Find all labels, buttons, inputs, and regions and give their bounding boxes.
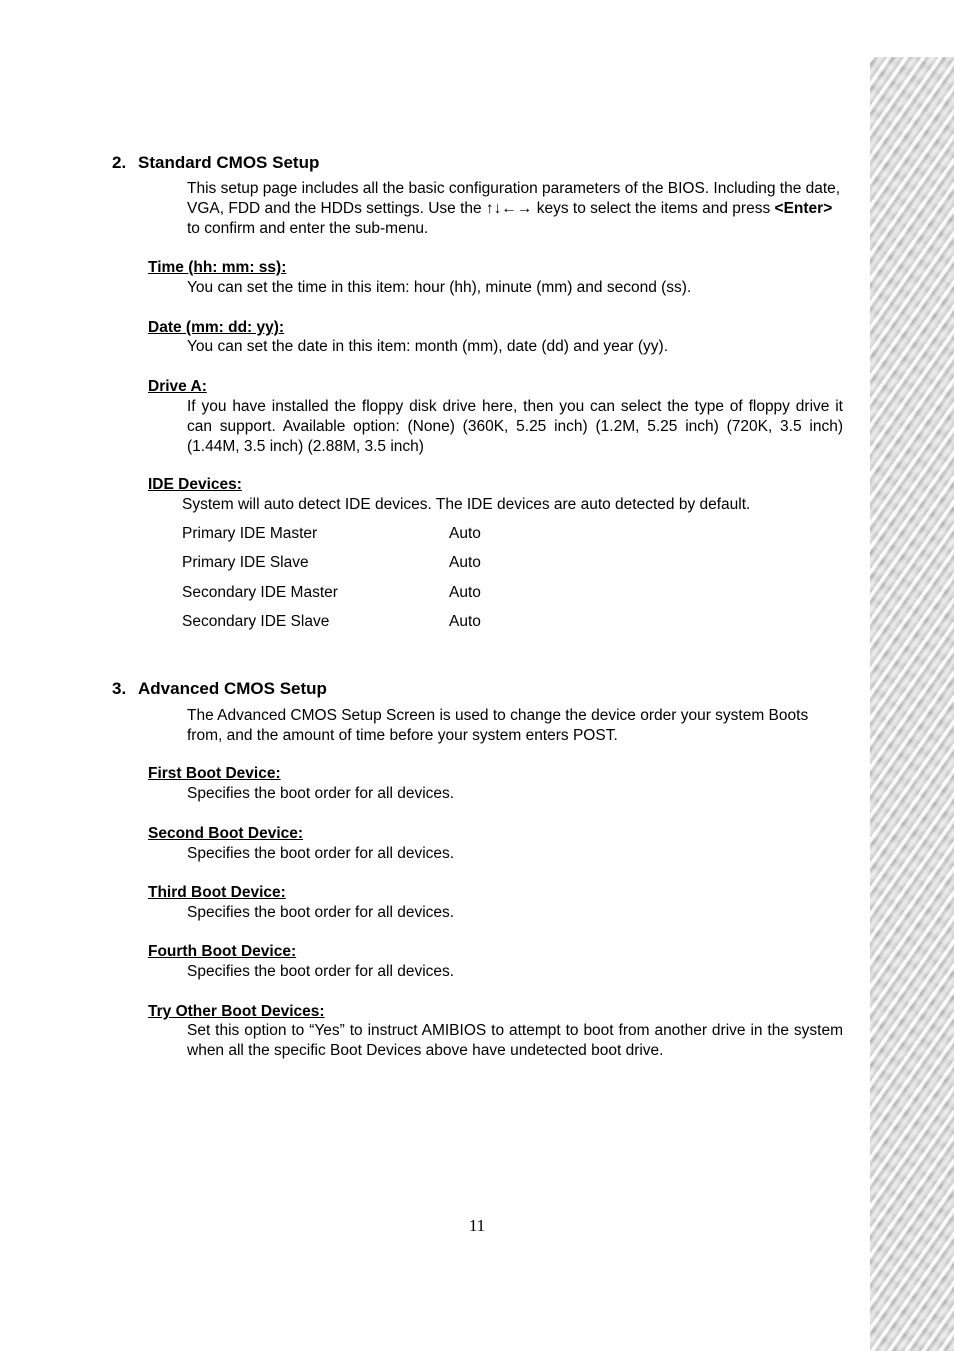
desc-third-boot: Specifies the boot order for all devices. bbox=[187, 904, 455, 921]
subhead-date: Date (mm: dd: yy): bbox=[148, 319, 285, 336]
standard-cmos-intro bbox=[187, 179, 843, 239]
desc-date: You can set the date in this item: month (mm), date (dd) and year (yy). bbox=[187, 338, 669, 355]
ide-device-value: Auto bbox=[449, 525, 481, 542]
subhead-try-other-boot: Try Other Boot Devices: bbox=[148, 1003, 325, 1020]
section-number: 2. bbox=[112, 153, 127, 172]
intro-text-1: This setup page includes all the basic configuration parameters of the BIOS. Including the date, VGA, FDD and the HDDs settings. Use the bbox=[187, 180, 841, 217]
section-title-advanced-cmos bbox=[112, 679, 327, 699]
marble-side-border bbox=[870, 57, 954, 1351]
intro-text-2: keys to select the items and press bbox=[532, 200, 775, 217]
desc-try-other-boot: Set this option to “Yes” to instruct AMIBIOS to attempt to boot from another drive in the system when all the specific Boot Devices above have undetected boot drive. bbox=[187, 1022, 843, 1059]
subhead-second-boot: Second Boot Device: bbox=[148, 825, 304, 842]
section-title-standard-cmos bbox=[112, 153, 319, 173]
desc-drive-a: If you have installed the floppy disk drive here, then you can select the type of floppy drive it can support. Available option: (None) (360K, 5.25 inch) (1.2M, 5.25 inch) (720K, 3.5 inch) (1.44M, 3.5 inch) (2.88M, 3.5 inch) bbox=[187, 398, 843, 455]
ide-device-name: Secondary IDE Master bbox=[182, 584, 338, 601]
ide-device-name: Primary IDE Slave bbox=[182, 554, 309, 571]
subhead-fourth-boot: Fourth Boot Device: bbox=[148, 943, 297, 960]
page-number: 11 bbox=[468, 1216, 486, 1235]
desc-fourth-boot: Specifies the boot order for all devices. bbox=[187, 963, 455, 980]
desc-second-boot: Specifies the boot order for all devices. bbox=[187, 845, 455, 862]
enter-key-label: <Enter> bbox=[774, 200, 833, 217]
section-title-text: Standard CMOS Setup bbox=[138, 153, 320, 172]
desc-ide-devices: System will auto detect IDE devices. The IDE devices are auto detected by default. bbox=[182, 496, 751, 513]
ide-device-value: Auto bbox=[449, 584, 481, 601]
section-title-text: Advanced CMOS Setup bbox=[138, 679, 327, 698]
ide-device-value: Auto bbox=[449, 613, 481, 630]
subhead-first-boot: First Boot Device: bbox=[148, 765, 281, 782]
desc-time: You can set the time in this item: hour (hh), minute (mm) and second (ss). bbox=[187, 279, 692, 296]
ide-row-secondary-master bbox=[182, 583, 582, 603]
subhead-time: Time (hh: mm: ss): bbox=[148, 259, 287, 276]
subhead-ide-devices: IDE Devices: bbox=[148, 476, 242, 493]
advanced-cmos-intro: The Advanced CMOS Setup Screen is used to change the device order your system Boots from, and the amount of time before your system enters POST. bbox=[187, 707, 809, 744]
arrow-keys-icon: ↑↓←→ bbox=[485, 200, 533, 217]
section-number: 3. bbox=[112, 679, 127, 698]
ide-row-primary-slave bbox=[182, 553, 582, 573]
ide-device-name: Secondary IDE Slave bbox=[182, 613, 330, 630]
subhead-third-boot: Third Boot Device: bbox=[148, 884, 286, 901]
ide-row-secondary-slave bbox=[182, 612, 582, 632]
ide-device-name: Primary IDE Master bbox=[182, 525, 318, 542]
subhead-drive-a: Drive A: bbox=[148, 378, 207, 395]
intro-text-3: to confirm and enter the sub-menu. bbox=[187, 220, 429, 237]
ide-device-value: Auto bbox=[449, 554, 481, 571]
desc-first-boot: Specifies the boot order for all devices. bbox=[187, 785, 455, 802]
ide-row-primary-master bbox=[182, 524, 582, 544]
